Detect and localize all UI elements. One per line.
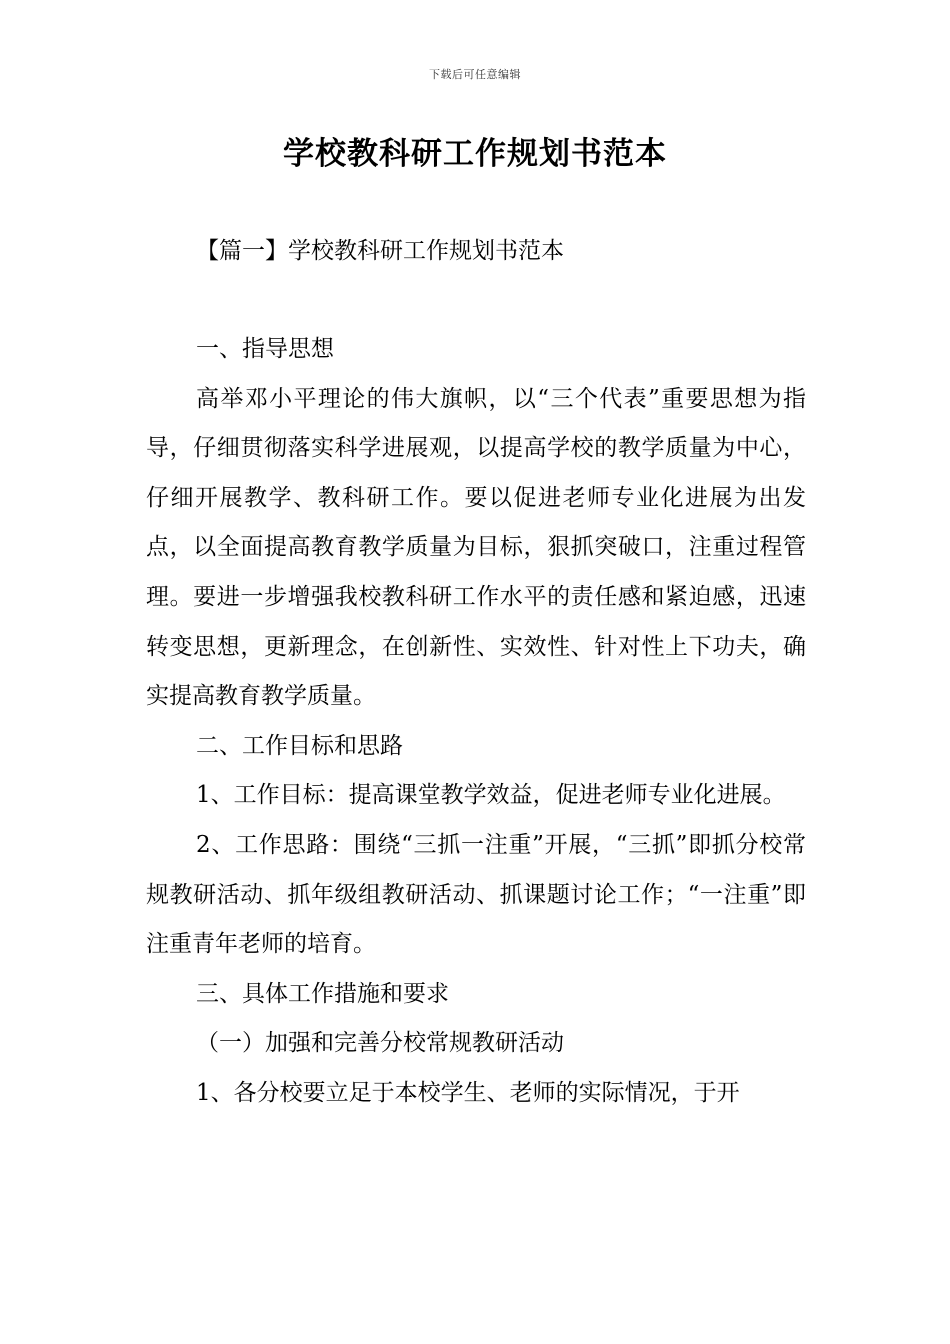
section-heading: 【篇一】学校教科研工作规划书范本 bbox=[196, 238, 564, 264]
heading-specific-measures: 三、具体工作措施和要求 bbox=[196, 980, 449, 1007]
heading-guiding-ideology: 一、指导思想 bbox=[196, 336, 334, 362]
document-title: 学校教科研工作规划书范本 bbox=[283, 136, 667, 172]
paragraph-work-ideas: 2、工作思路：围绕“三抓一注重”开展，“三抓”即抓分校常规教研活动、抓年级组教研活动、抓课题讨论工作；“一注重”即注重青年老师的培育。 bbox=[146, 831, 806, 958]
paragraph-guiding-ideology: 高举邓小平理论的伟大旗帜，以“三个代表”重要思想为指导，仔细贯彻落实科学进展观，以提高学校的教学质量为中心，仔细开展教学、教科研工作。要以促进老师专业化进展为出发点，以全面提高教育教学质量为目标，狠抓突破口，注重过程管理。要进一步增强我校教科研工作水平的责任感和紧迫感，迅速转变思想，更新理念，在创新性、实效性、针对性上下功夫，确实提高教育教学质量。 bbox=[146, 385, 806, 710]
paragraph-work-goal: 1、工作目标：提高课堂教学效益，促进老师专业化进展。 bbox=[196, 782, 786, 809]
document-body bbox=[146, 325, 806, 1119]
paragraph-branch-schools: 1、各分校要立足于本校学生、老师的实际情况，于开 bbox=[196, 1079, 740, 1106]
subheading-routine-research: （一）加强和完善分校常规教研活动 bbox=[196, 1030, 564, 1057]
heading-goals-and-ideas: 二、工作目标和思路 bbox=[196, 732, 403, 759]
header-note: 下载后可任意编辑 bbox=[429, 68, 521, 81]
